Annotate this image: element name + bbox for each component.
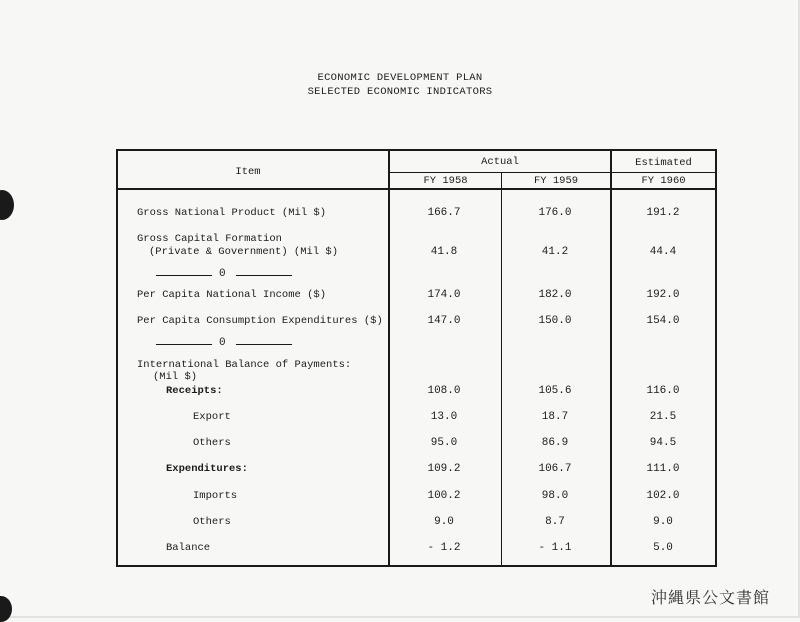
row-label-receipts: Receipts: [166,385,223,397]
value-imports-1960: 102.0 [646,490,680,502]
value-export-1958: 13.0 [430,411,458,423]
header-estimated: Estimated [635,157,692,169]
separator-mark-2: 0 [219,337,226,349]
row-label-ibp-line1: International Balance of Payments: [137,359,352,371]
col-divider-1958-1959 [501,173,502,565]
header-fy1960: FY 1960 [641,175,686,187]
value-gnp-1959: 176.0 [538,207,572,219]
value-pcce-1958: 147.0 [427,315,461,327]
separator-dash-left-1 [156,275,212,276]
row-label-gnp: Gross National Product (Mil $) [137,207,327,219]
value-imports-1958: 100.2 [427,490,461,502]
value-others-expenditures-1958: 9.0 [434,516,454,528]
title-line-2: SELECTED ECONOMIC INDICATORS [307,86,493,98]
row-label-balance: Balance [166,542,211,554]
value-others-expenditures-1960: 9.0 [653,516,673,528]
value-pcni-1958: 174.0 [427,289,461,301]
header-fy1958: FY 1958 [423,175,468,187]
value-others-receipts-1958: 95.0 [430,437,458,449]
value-expenditures-1958: 109.2 [427,463,461,475]
header-bottom-rule [118,188,715,190]
separator-dash-right-2 [236,344,292,345]
row-label-others-expenditures: Others [193,516,231,528]
separator-mark-1: 0 [219,268,226,280]
value-gcf-1959: 41.2 [541,246,569,258]
value-balance-1960: 5.0 [653,542,673,554]
header-fy1959: FY 1959 [533,175,579,187]
header-actual: Actual [481,156,519,168]
value-expenditures-1959: 106.7 [538,463,572,475]
value-gcf-1958: 41.8 [430,246,458,258]
separator-dash-left-2 [156,344,212,345]
header-underline-actual [390,172,715,173]
separator-dash-right-1 [236,275,292,276]
row-label-pcni: Per Capita National Income ($) [137,289,327,301]
value-imports-1959: 98.0 [541,490,569,502]
row-label-others-receipts: Others [193,437,231,449]
value-expenditures-1960: 111.0 [646,463,680,475]
value-others-receipts-1959: 86.9 [541,437,569,449]
value-gnp-1958: 166.7 [427,207,461,219]
value-gcf-1960: 44.4 [649,246,677,258]
row-label-expenditures: Expenditures: [166,463,248,475]
row-label-imports: Imports [193,490,238,502]
row-label-gcf-line1: Gross Capital Formation [137,233,282,245]
value-others-receipts-1960: 94.5 [649,437,677,449]
value-export-1959: 18.7 [541,411,569,423]
row-label-gcf-line2: (Private & Government) (Mil $) [149,246,339,258]
value-receipts-1958: 108.0 [427,385,461,397]
header-item: Item [235,166,261,178]
row-label-pcce: Per Capita Consumption Expenditures ($) [137,315,383,327]
value-gnp-1960: 191.2 [646,207,680,219]
value-export-1960: 21.5 [649,411,677,423]
value-pcni-1960: 192.0 [646,289,680,301]
row-label-export: Export [193,411,231,423]
value-others-expenditures-1959: 8.7 [545,516,565,528]
value-balance-1959: - 1.1 [538,542,572,554]
value-pcni-1959: 182.0 [538,289,572,301]
value-receipts-1960: 116.0 [646,385,680,397]
title-line-1: ECONOMIC DEVELOPMENT PLAN [317,72,483,84]
archive-watermark: 沖縄県公文書館 [650,588,770,607]
value-pcce-1960: 154.0 [646,315,680,327]
value-pcce-1959: 150.0 [538,315,572,327]
row-label-ibp-line2: (Mil $) [153,371,198,383]
value-balance-1958: - 1.2 [427,542,461,554]
value-receipts-1959: 105.6 [538,385,572,397]
